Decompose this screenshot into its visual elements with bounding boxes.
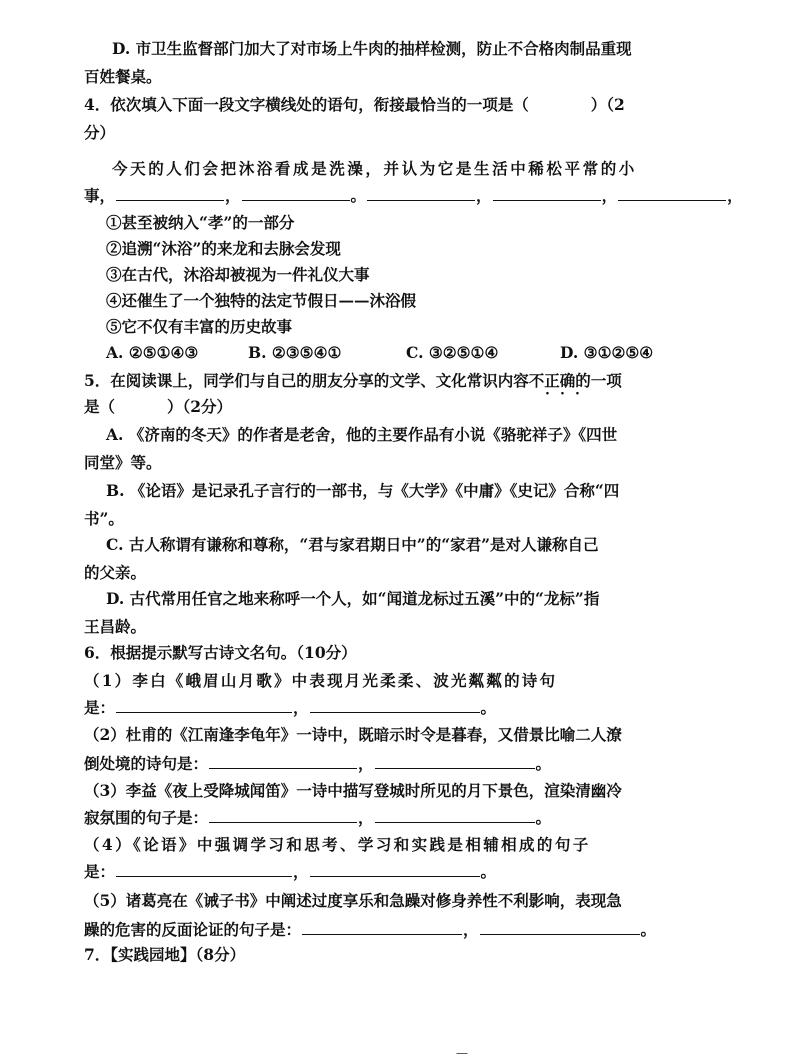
- q4-passage-line2: [84, 184, 743, 207]
- q4-passage-lead: 事，: [84, 186, 116, 205]
- answer-blank[interactable]: [375, 752, 535, 769]
- q4-passage-line1: 今天的人们会把沐浴看成是洗澡，并认为它是生活中稀松平常的小: [112, 159, 637, 178]
- q6-sub1-line2: [84, 696, 496, 719]
- punct: ，: [225, 186, 241, 205]
- punct: ，: [293, 698, 309, 717]
- q4-item-2: ②追溯“沐浴”的来龙和去脉会发现: [106, 239, 341, 258]
- q6-sub2-line2: [84, 752, 551, 775]
- q5-option-a-line1: A. 《济南的冬天》的作者是老舍，他的主要作品有小说《骆驼祥子》《四世: [106, 425, 618, 444]
- q6-sub4-line1: （4）《论语》中强调学习和思考、学习和实践是相辅相成的句子: [84, 835, 591, 854]
- answer-blank[interactable]: [302, 918, 462, 935]
- punct: 。: [350, 186, 367, 205]
- q6-sub2-line1: （2）杜甫的《江南逢李龟年》一诗中，既暗示时令是暮春，又借景比喻二人潦: [84, 725, 622, 744]
- q6-sub3-lead: 寂氛围的句子是：: [84, 808, 209, 827]
- q4-stem-line1: [84, 94, 625, 116]
- blank-line: [367, 184, 475, 201]
- q5-option-a-line2: 同堂》等。: [84, 453, 162, 472]
- punct: 。: [535, 808, 552, 827]
- q5-option-b-line2: 书”。: [84, 509, 124, 528]
- q6-sub1-line1: （1）李白《峨眉山月歌》中表现月光柔柔、波光粼粼的诗句: [84, 671, 558, 690]
- q6-stem: 6．根据提示默写古诗文名句。（10分）: [84, 643, 357, 662]
- answer-blank[interactable]: [209, 752, 357, 769]
- punct: 。: [480, 698, 497, 717]
- emphasis-dot: ·: [545, 386, 550, 402]
- q4-option-a: A. ②⑤①④③: [106, 343, 199, 362]
- q5-option-b-line1: B. 《论语》是记录孔子言行的一部书，与《大学》《中庸》《史记》合称“四: [106, 481, 620, 500]
- q6-sub2-lead: 倒处境的诗句是：: [84, 754, 209, 773]
- q6-sub5-lead: 躁的危害的反面论证的句子是：: [84, 920, 302, 939]
- q5-stem-line1: 5．在阅读课上，同学们与自己的朋友分享的文学、文化常识内容不正确的一项: [84, 371, 622, 390]
- punct: ，: [727, 186, 743, 205]
- q3-option-d-line1: D. 市卫生监督部门加大了对市场上牛肉的抽样检测，防止不合格肉制品重现: [112, 39, 632, 58]
- q5-stem-score: ）（2分）: [167, 397, 233, 416]
- q6-sub4-line2: [84, 860, 496, 883]
- q5-option-d-line2: 王昌龄。: [84, 617, 147, 636]
- q5-stem-lead: 是（: [84, 397, 116, 416]
- q6-sub1-lead: 是：: [84, 698, 116, 717]
- q4-item-4: ④还催生了一个独特的法定节假日——沐浴假: [106, 291, 417, 310]
- q6-sub4-lead: 是：: [84, 862, 116, 881]
- punct: ，: [293, 862, 309, 881]
- q5-option-c-line1: C. 古人称谓有谦称和尊称，“君与家君期日中”的“家君”是对人谦称自己: [106, 535, 599, 554]
- punct: 。: [640, 920, 657, 939]
- q4-item-3: ③在古代，沐浴却被视为一件礼仪大事: [106, 265, 370, 284]
- q6-sub3-line2: [84, 806, 551, 829]
- punct: ，: [601, 186, 618, 205]
- answer-blank[interactable]: [375, 806, 535, 823]
- answer-blank[interactable]: [310, 696, 480, 713]
- emphasis-dot: ·: [560, 386, 565, 402]
- answer-blank[interactable]: [116, 860, 292, 877]
- q6-sub5-line2: [84, 918, 656, 941]
- answer-blank[interactable]: [310, 860, 480, 877]
- blank-line: [493, 184, 601, 201]
- punct: ，: [358, 754, 374, 773]
- punct: 。: [535, 754, 552, 773]
- emphasis-dot: ·: [575, 386, 580, 402]
- blank-line: [618, 184, 726, 201]
- q4-item-1: ①甚至被纳入“孝”的一部分: [106, 213, 295, 232]
- page-footer-mark: —: [456, 1046, 468, 1060]
- blank-line: [116, 184, 224, 201]
- q3-option-d-line2: 百姓餐桌。: [84, 67, 162, 86]
- q4-item-5: ⑤它不仅有丰富的历史故事: [106, 317, 293, 336]
- q4-stem-text: 4．依次填入下面一段文字横线处的语句，衔接最恰当的一项是（: [84, 95, 529, 114]
- punct: ，: [463, 920, 479, 939]
- q7-stem: 7．【实践园地】（8分）: [84, 945, 246, 964]
- q4-option-b: B. ②③⑤④①: [248, 343, 342, 362]
- punct: 。: [480, 862, 497, 881]
- answer-blank[interactable]: [116, 696, 292, 713]
- q6-sub5-line1: （5）诸葛亮在《诫子书》中阐述过度享乐和急躁对修身养性不利影响，表现急: [84, 891, 622, 910]
- blank-line: [242, 184, 350, 201]
- q5-stem-line2: [84, 396, 232, 418]
- punct: ，: [476, 186, 492, 205]
- punct: ，: [358, 808, 374, 827]
- q5-option-d-line1: D. 古代常用任官之地来称呼一个人，如“闻道龙标过五溪”中的“龙标”指: [106, 589, 600, 608]
- q4-option-c: C. ③②⑤①④: [406, 343, 499, 362]
- q4-option-d: D. ③①②⑤④: [560, 343, 654, 362]
- q6-sub3-line1: （3）李益《夜上受降城闻笛》一诗中描写登城时所见的月下景色，渲染清幽冷: [84, 781, 622, 800]
- q5-option-c-line2: 的父亲。: [84, 563, 147, 582]
- q4-stem-score: ）（2: [590, 95, 625, 114]
- answer-blank[interactable]: [209, 806, 357, 823]
- q4-stem-line2: 分）: [84, 123, 116, 142]
- answer-blank[interactable]: [480, 918, 640, 935]
